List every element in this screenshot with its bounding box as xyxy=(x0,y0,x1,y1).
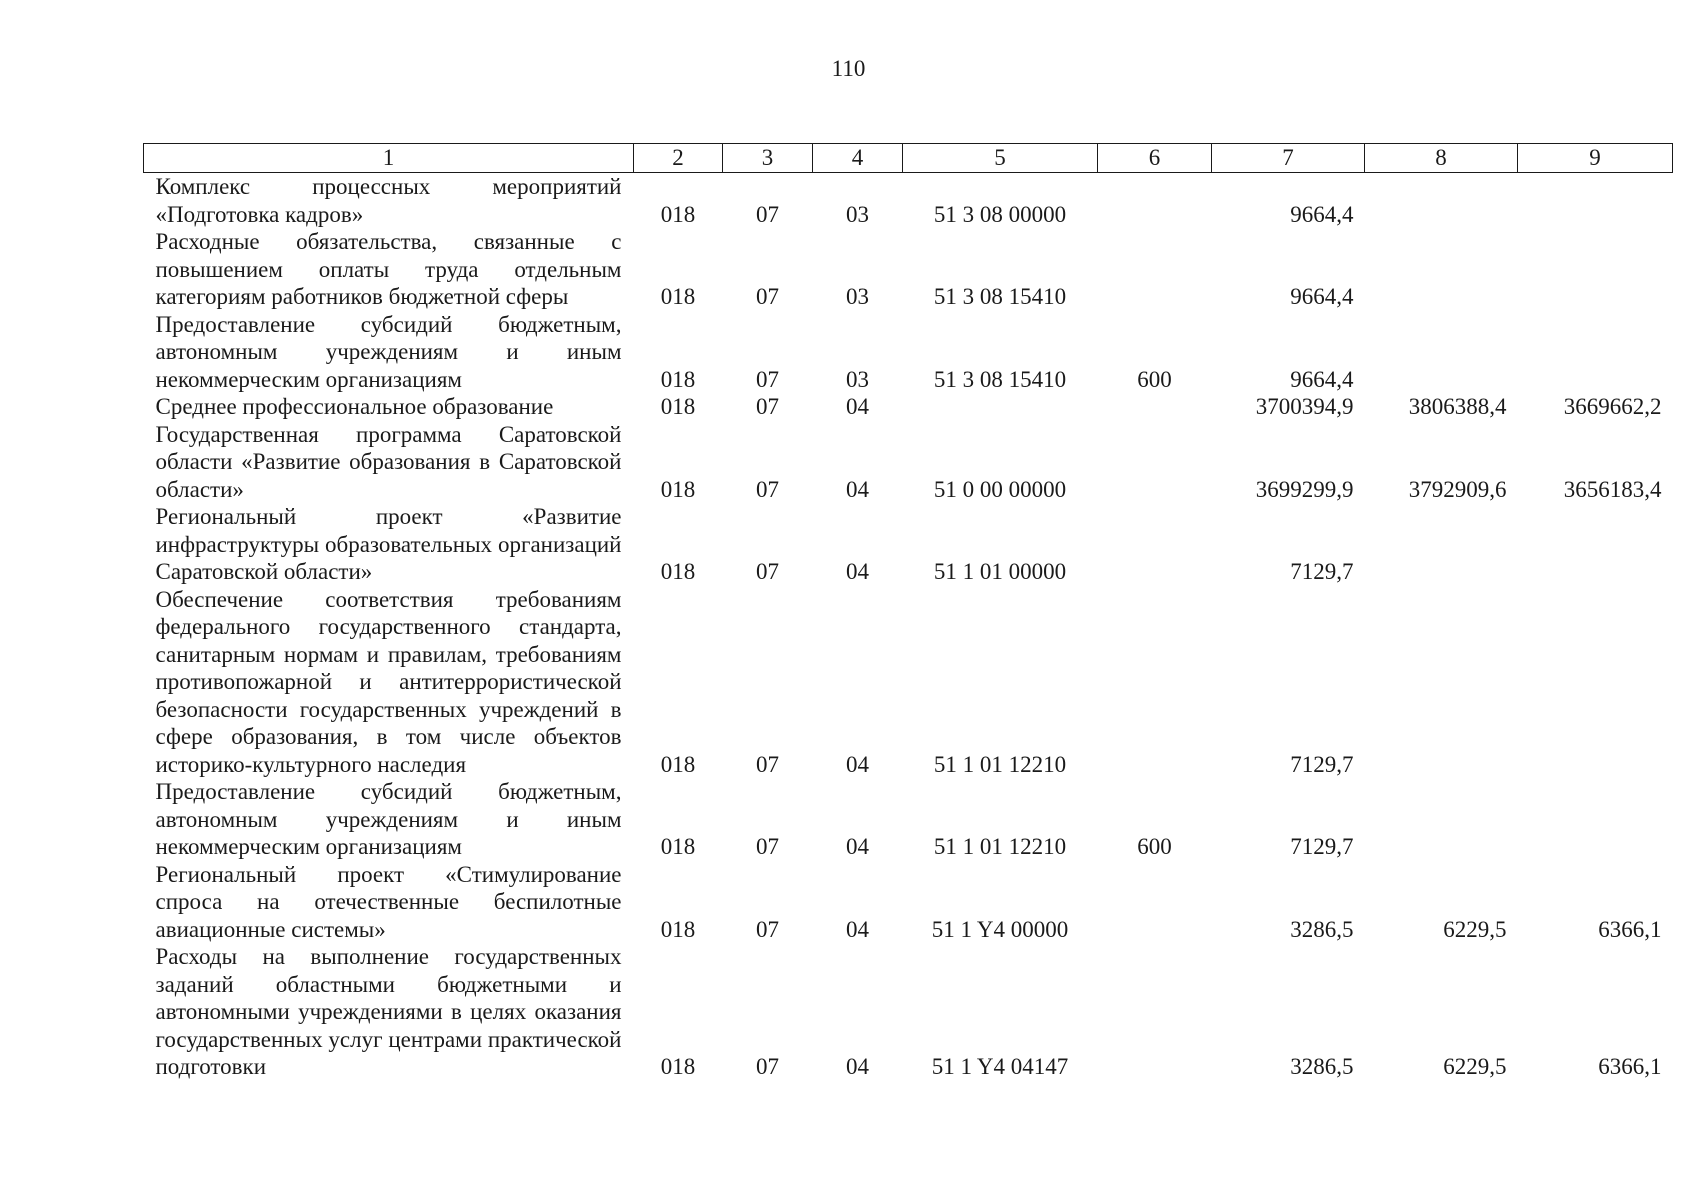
row-sum-year1: 3286,5 xyxy=(1290,916,1354,942)
row-vr xyxy=(1098,173,1212,229)
row-vr xyxy=(1098,861,1212,944)
row-csr xyxy=(903,393,1098,421)
row-name: Обеспечение соответствия требованиям федерального государственного стандарта, санитарным нормам и правилам, требованиям противопожарной и антитеррористической безопасности государственных учреждений в сфере образования, в том числе объектов историко-культурного наследия xyxy=(155,586,622,777)
row-sum-year2 xyxy=(1365,778,1518,861)
row-sum-year1: 3700394,9 xyxy=(1255,394,1354,419)
row-ved: 018 xyxy=(660,201,696,227)
row-vr xyxy=(1098,228,1212,311)
header-col-4: 4 xyxy=(813,144,903,173)
row-sum-year2 xyxy=(1365,586,1518,779)
row-ved: 018 xyxy=(660,916,696,942)
row-pr: 04 xyxy=(846,476,869,502)
row-csr: 51 1 01 12210 xyxy=(933,751,1067,777)
row-sum-year2 xyxy=(1365,311,1518,394)
row-sum-year1: 9664,4 xyxy=(1290,201,1354,227)
row-csr: 51 3 08 15410 xyxy=(933,366,1067,392)
table-body xyxy=(144,173,1673,1081)
row-sum-year3: 3669662,2 xyxy=(1563,394,1662,419)
row-csr: 51 3 08 00000 xyxy=(933,201,1067,227)
row-rz: 07 xyxy=(756,559,779,584)
table-row xyxy=(144,943,1673,1081)
row-name: Расходные обязательства, связанные с повышением оплаты труда отдельным категориям работников бюджетной сферы xyxy=(155,229,622,309)
row-csr: 51 1 Y4 00000 xyxy=(931,916,1069,942)
row-name-cell xyxy=(144,778,634,861)
table-row xyxy=(144,393,1673,421)
header-col-7: 7 xyxy=(1212,144,1365,173)
row-sum-year3 xyxy=(1518,173,1673,229)
table-row xyxy=(144,778,1673,861)
row-ved: 018 xyxy=(660,394,696,419)
row-pr: 03 xyxy=(846,201,869,227)
row-ved: 018 xyxy=(660,284,696,309)
row-sum-year3 xyxy=(1518,503,1673,586)
row-sum-year1: 3699299,9 xyxy=(1255,476,1354,502)
row-ved: 018 xyxy=(660,559,696,584)
row-ved: 018 xyxy=(660,834,696,859)
row-sum-year3 xyxy=(1518,778,1673,861)
row-name: Предоставление субсидий бюджетным, автономным учреждениям и иным некоммерческим организациям xyxy=(155,779,622,859)
row-vr xyxy=(1098,943,1212,1081)
row-pr: 04 xyxy=(846,834,869,859)
row-name-cell xyxy=(144,503,634,586)
table-row xyxy=(144,861,1673,944)
header-col-5: 5 xyxy=(903,144,1098,173)
table-row xyxy=(144,311,1673,394)
row-pr: 03 xyxy=(846,284,869,309)
row-rz: 07 xyxy=(756,284,779,309)
row-sum-year3 xyxy=(1518,228,1673,311)
row-rz: 07 xyxy=(756,834,779,859)
header-col-6: 6 xyxy=(1098,144,1212,173)
row-vr: 600 xyxy=(1137,366,1172,392)
row-sum-year1: 7129,7 xyxy=(1290,559,1354,584)
header-col-3: 3 xyxy=(723,144,813,173)
row-sum-year2: 3792909,6 xyxy=(1408,476,1507,502)
header-col-1: 1 xyxy=(144,144,634,173)
row-name-cell xyxy=(144,173,634,229)
row-sum-year1: 7129,7 xyxy=(1290,834,1354,859)
row-csr: 51 1 Y4 04147 xyxy=(931,1054,1069,1079)
table-row xyxy=(144,173,1673,229)
row-sum-year3 xyxy=(1518,586,1673,779)
row-name-cell xyxy=(144,393,634,421)
row-sum-year3: 3656183,4 xyxy=(1563,476,1662,502)
row-sum-year1: 9664,4 xyxy=(1290,366,1354,392)
row-pr: 03 xyxy=(846,366,869,392)
row-rz: 07 xyxy=(756,1054,779,1079)
row-csr: 51 3 08 15410 xyxy=(933,284,1067,309)
row-vr xyxy=(1098,503,1212,586)
row-vr xyxy=(1098,393,1212,421)
table-row xyxy=(144,421,1673,504)
row-name-cell xyxy=(144,943,634,1081)
row-sum-year3: 6366,1 xyxy=(1598,916,1662,942)
row-name: Предоставление субсидий бюджетным, автономным учреждениям и иным некоммерческим организациям xyxy=(155,311,622,392)
row-sum-year1: 7129,7 xyxy=(1290,751,1354,777)
row-sum-year1: 9664,4 xyxy=(1290,284,1354,309)
row-csr: 51 1 01 12210 xyxy=(933,834,1067,859)
row-csr: 51 1 01 00000 xyxy=(933,559,1067,584)
table-row xyxy=(144,586,1673,779)
row-rz: 07 xyxy=(756,916,779,942)
row-pr: 04 xyxy=(846,751,869,777)
row-name: Расходы на выполнение государственных заданий областными бюджетными и автономными учреждениями в целях оказания государственных услуг центрами практической подготовки xyxy=(155,944,622,1079)
header-col-2: 2 xyxy=(634,144,723,173)
row-name: Среднее профессиональное образование xyxy=(155,394,554,419)
row-csr: 51 0 00 00000 xyxy=(933,476,1067,502)
row-pr: 04 xyxy=(846,559,869,584)
header-row xyxy=(144,144,1673,173)
table-row xyxy=(144,228,1673,311)
row-sum-year1: 3286,5 xyxy=(1290,1054,1354,1079)
row-ved: 018 xyxy=(660,751,696,777)
row-ved: 018 xyxy=(660,476,696,502)
row-sum-year2: 6229,5 xyxy=(1443,916,1507,942)
row-name-cell xyxy=(144,586,634,779)
row-rz: 07 xyxy=(756,751,779,777)
row-rz: 07 xyxy=(756,366,779,392)
row-pr: 04 xyxy=(846,394,869,419)
row-pr: 04 xyxy=(846,1054,869,1079)
table-row xyxy=(144,503,1673,586)
row-rz: 07 xyxy=(756,201,779,227)
row-ved: 018 xyxy=(660,1054,696,1079)
row-name: Комплекс процессных мероприятий «Подготовка кадров» xyxy=(155,174,622,227)
row-name: Государственная программа Саратовской области «Развитие образования в Саратовской области» xyxy=(155,421,622,502)
header-col-9: 9 xyxy=(1518,144,1673,173)
row-name-cell xyxy=(144,228,634,311)
header-col-8: 8 xyxy=(1365,144,1518,173)
row-sum-year2 xyxy=(1365,228,1518,311)
row-vr xyxy=(1098,586,1212,779)
row-rz: 07 xyxy=(756,394,779,419)
row-name-cell xyxy=(144,861,634,944)
row-name: Региональный проект «Развитие инфраструктуры образовательных организаций Саратовской области» xyxy=(155,504,622,584)
row-sum-year3 xyxy=(1518,311,1673,394)
row-name: Региональный проект «Стимулирование спроса на отечественные беспилотные авиационные системы» xyxy=(155,861,622,942)
row-sum-year2 xyxy=(1365,173,1518,229)
row-sum-year2: 6229,5 xyxy=(1443,1054,1507,1079)
row-vr xyxy=(1098,421,1212,504)
row-sum-year2 xyxy=(1365,503,1518,586)
row-rz: 07 xyxy=(756,476,779,502)
row-ved: 018 xyxy=(660,366,696,392)
row-pr: 04 xyxy=(846,916,869,942)
page-number: 110 xyxy=(831,56,866,81)
row-sum-year3: 6366,1 xyxy=(1598,1054,1662,1079)
budget-table xyxy=(143,143,1673,1081)
row-vr: 600 xyxy=(1137,834,1172,859)
row-sum-year2: 3806388,4 xyxy=(1408,394,1507,419)
row-name-cell xyxy=(144,421,634,504)
row-name-cell xyxy=(144,311,634,394)
